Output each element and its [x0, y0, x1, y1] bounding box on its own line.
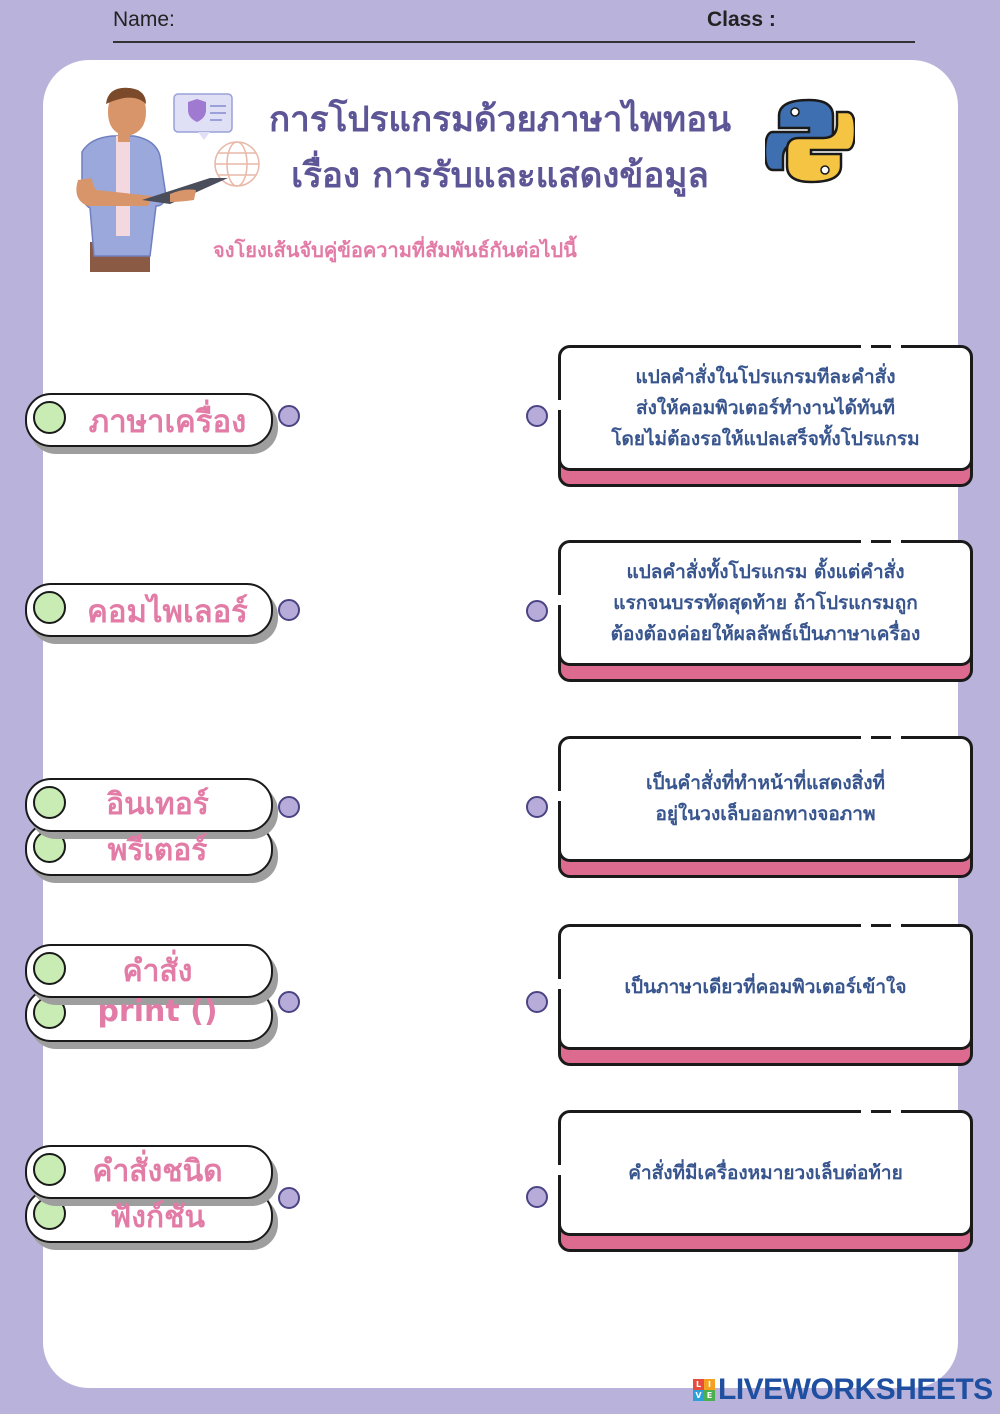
definition-text: เป็นคำสั่งที่ทำหน้าที่แสดงสิ่งที่ อยู่ในวงเล็บออกทางจอภาพ [645, 772, 886, 825]
term-text: อินเทอร์ [106, 787, 209, 822]
watermark-text: LIVEWORKSHEETS [718, 1373, 993, 1406]
bullet-icon [33, 1153, 66, 1186]
definition-box-face [558, 540, 973, 666]
match-dot-left[interactable] [278, 1187, 300, 1209]
instruction-text: จงโยงเส้นจับคู่ข้อความที่สัมพันธ์กันต่อไปนี้ [213, 238, 577, 262]
definition-box-face [558, 736, 973, 862]
bullet-icon [33, 830, 66, 863]
python-logo-icon [765, 96, 855, 186]
term-text: คำสั่ง [122, 954, 193, 989]
match-dot-left[interactable] [278, 599, 300, 621]
definition-box [558, 345, 973, 457]
match-dot-right[interactable] [526, 796, 548, 818]
bullet-icon [33, 401, 66, 434]
bullet-icon [33, 996, 66, 1029]
term-text-line2: print () [97, 994, 218, 1029]
term-text: คอมไพเลอร์ [87, 594, 248, 630]
definition-text: แปลคำสั่งทั้งโปรแกรม ตั้งแต่คำสั่ง แรกจนบรรทัดสุดท้าย ถ้าโปรแกรมถูก ต้องต้องค่อยให้ผลลัพธ์เป็นภาษาเครื่อง [610, 560, 921, 645]
match-dot-right[interactable] [526, 600, 548, 622]
bullet-icon [33, 591, 66, 624]
liveworksheets-watermark [693, 1373, 993, 1407]
match-dot-left[interactable] [278, 991, 300, 1013]
match-dot-right[interactable] [526, 405, 548, 427]
definition-box [558, 1110, 973, 1222]
term-text: คำสั่งชนิด [92, 1154, 223, 1189]
class-label: Class : [707, 8, 776, 31]
match-dot-right[interactable] [526, 1186, 548, 1208]
definition-box-face [558, 924, 973, 1050]
bullet-icon [33, 1197, 66, 1230]
definition-box-face [558, 345, 973, 471]
name-label: Name: [113, 8, 175, 31]
definition-text: คำสั่งที่มีเครื่องหมายวงเล็บต่อท้าย [628, 1161, 903, 1184]
security-card-icon [174, 94, 232, 140]
worksheet-subtitle: เรื่อง การรับและแสดงข้อมูล [291, 156, 709, 196]
definition-box-face [558, 1110, 973, 1236]
definition-text: แปลคำสั่งในโปรแกรมทีละคำสั่ง ส่งให้คอมพิวเตอร์ทำงานได้ทันที โดยไม่ต้องรอให้แปลเสร็จทั้งโปรแกรม [611, 365, 920, 450]
definition-box [558, 924, 973, 1036]
match-dot-right[interactable] [526, 991, 548, 1013]
term-text-line2: ฟังก์ชัน [110, 1200, 205, 1235]
term-text-line2: พรีเตอร์ [107, 833, 208, 868]
match-dot-left[interactable] [278, 796, 300, 818]
liveworksheets-logo-icon: L I V E [693, 1379, 715, 1401]
worksheet-title: การโปรแกรมด้วยภาษาไพทอน [268, 100, 732, 140]
term-text: ภาษาเครื่อง [88, 404, 247, 440]
match-dot-left[interactable] [278, 405, 300, 427]
name-class-line [113, 41, 915, 43]
bullet-icon [33, 786, 66, 819]
definition-box [558, 736, 973, 848]
definition-box [558, 540, 973, 652]
bullet-icon [33, 952, 66, 985]
definition-text: เป็นภาษาเดียวที่คอมพิวเตอร์เข้าใจ [624, 975, 907, 998]
